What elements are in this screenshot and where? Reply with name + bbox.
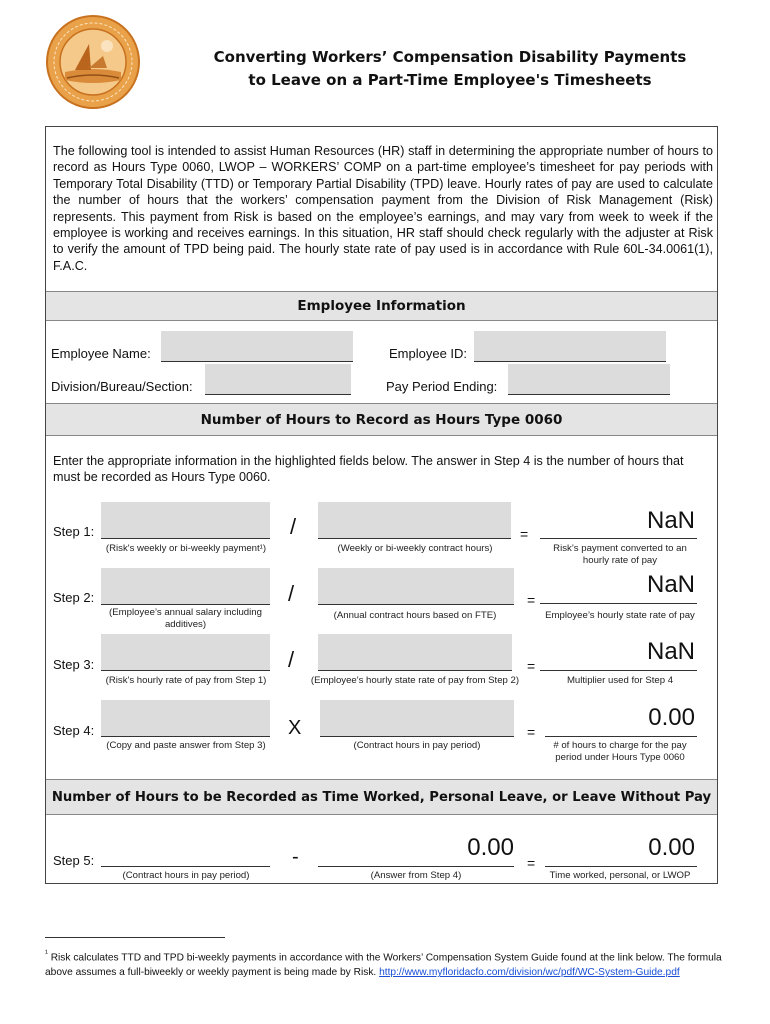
- step-5-b-hint: (Answer from Step 4): [370, 870, 462, 881]
- title-line-2: to Leave on a Part-Time Employee's Timesheets: [248, 71, 652, 89]
- step-4-label: Step 4:: [53, 723, 95, 738]
- step-5-result: 0.00: [648, 834, 695, 861]
- step-3-state-rate-field[interactable]: [318, 634, 512, 671]
- step-3-a-underline: [101, 670, 270, 671]
- footnote-text: Risk calculates TTD and TPD bi-weekly payments in accordance with the Workers’ Compensation System Guide found at the link below. The formula above assumes a full-biweekly or weekly payment is being made by Risk.: [45, 952, 722, 979]
- footnote-mark: ¹: [45, 948, 48, 958]
- employee-id-field[interactable]: [474, 331, 666, 362]
- step-1-contract-hours-field[interactable]: [318, 502, 511, 539]
- footnote: [45, 946, 725, 980]
- step-4-result-hint: # of hours to charge for the pay period under Hours Type 0060: [553, 740, 687, 763]
- step-2-a-hint: (Employee’s annual salary including additives): [109, 607, 262, 630]
- step-3-result-underline: [540, 670, 697, 671]
- system-guide-link[interactable]: http://www.myfloridacfo.com/division/wc/pdf/WC-System-Guide.pdf: [379, 967, 680, 979]
- step-3-a-hint: (Risk's hourly rate of pay from Step 1): [105, 675, 267, 686]
- step-1-b-hint: (Weekly or bi-weekly contract hours): [337, 543, 493, 554]
- step-2-annual-salary-field[interactable]: [101, 568, 270, 605]
- employee-name-field[interactable]: [161, 331, 353, 362]
- pay-period-field[interactable]: [508, 364, 670, 395]
- page-title: [150, 46, 750, 92]
- title-line-1: Converting Workers’ Compensation Disability Payments: [213, 48, 687, 66]
- step-5-contract-hours-field[interactable]: [101, 832, 270, 867]
- step-5-result-underline: [545, 866, 697, 867]
- step-3-result-hint: Multiplier used for Step 4: [566, 675, 674, 686]
- step-2-annual-hours-field[interactable]: [318, 568, 514, 605]
- division-label: Division/Bureau/Section:: [51, 379, 193, 394]
- step-1-equals: =: [520, 526, 529, 542]
- step-2-b-underline: [318, 604, 514, 605]
- step-3-equals: =: [527, 658, 536, 674]
- employee-id-label: Employee ID:: [389, 346, 468, 361]
- step-2-equals: =: [527, 592, 536, 608]
- step-3-operator: /: [288, 647, 295, 672]
- step-4-result-underline: [545, 736, 697, 737]
- step-1-result-underline: [540, 538, 697, 539]
- hours-0060-heading: Number of Hours to Record as Hours Type 0060: [46, 403, 717, 436]
- step-2-label: Step 2:: [53, 590, 95, 605]
- step-5-operator: -: [292, 846, 299, 868]
- employee-name-label: Employee Name:: [51, 346, 151, 361]
- step-4-b-underline: [320, 736, 514, 737]
- division-field[interactable]: [205, 364, 351, 395]
- hours-0060-instructions: Enter the appropriate information in the highlighted fields below. The answer in Step 4 is the number of hours that must be recorded as Hours Type 0060.: [53, 454, 684, 485]
- step-2-result: NaN: [646, 571, 695, 598]
- step-3-label: Step 3:: [53, 657, 95, 672]
- step-1-label: Step 1:: [53, 524, 95, 539]
- step-1-a-hint: (Risk's weekly or bi-weekly payment¹): [105, 543, 267, 554]
- employee-info-heading: Employee Information: [46, 291, 717, 321]
- step-2-a-underline: [101, 604, 270, 605]
- employee-name-underline: [161, 361, 353, 362]
- step-2-result-hint: Employee’s hourly state rate of pay: [545, 610, 695, 621]
- step-1-risk-payment-field[interactable]: [101, 502, 270, 539]
- step-4-equals: =: [527, 724, 536, 740]
- division-underline: [205, 394, 351, 395]
- step-5-result-hint: Time worked, personal, or LWOP: [549, 870, 691, 881]
- florida-seal-logo: [45, 14, 141, 110]
- step-4-result: 0.00: [648, 704, 695, 731]
- hours-worked-heading: Number of Hours to be Recorded as Time Worked, Personal Leave, or Leave Without Pay: [46, 779, 717, 815]
- step-3-b-hint: (Employee's hourly state rate of pay from Step 2): [310, 675, 520, 686]
- step-5-a-underline: [101, 866, 270, 867]
- step-1-result: NaN: [646, 507, 695, 534]
- step-4-b-hint: (Contract hours in pay period): [353, 740, 481, 751]
- step-5-a-hint: (Contract hours in pay period): [122, 870, 250, 881]
- step-5-step4-answer: 0.00: [467, 834, 514, 861]
- step-4-a-underline: [101, 736, 270, 737]
- step-5-label: Step 5:: [53, 853, 95, 868]
- step-4-contract-hours-field[interactable]: [320, 700, 514, 737]
- step-5-equals: =: [527, 855, 536, 871]
- employee-id-underline: [474, 361, 666, 362]
- pay-period-label: Pay Period Ending:: [386, 379, 498, 394]
- intro-paragraph: The following tool is intended to assist Human Resources (HR) staff in determining the appropriate number of hours to record as Hours Type 0060, LWOP – WORKERS’ COMP on a part-time employee’s timesheet for pay periods with Temporary Total Disability (TTD) or Temporary Partial Disability (TPD) leave. Hourly rates of pay are used to calculate the number of hours that the workers’ compensation payment from the Division of Risk Management (Risk) represents. This payment from Risk is based on the employee’s earnings, and may vary from week to week if the employee is working and receives earnings. In this situation, HR staff should check regularly with the adjuster at Risk to verify the amount of TPD being paid. The hourly state rate of pay used is in accordance with Rule 60L-34.0061(1), F.A.C.: [53, 144, 713, 273]
- pay-period-underline: [508, 394, 670, 395]
- step-4-operator: X: [288, 717, 302, 739]
- step-5-b-underline: [318, 866, 514, 867]
- step-4-multiplier-field[interactable]: [101, 700, 270, 737]
- step-1-a-underline: [101, 538, 270, 539]
- step-4-a-hint: (Copy and paste answer from Step 3): [106, 740, 266, 751]
- step-3-result: NaN: [646, 638, 695, 665]
- step-1-result-hint: Risk’s payment converted to an hourly rate of pay: [553, 543, 687, 566]
- footnote-divider: [45, 937, 225, 938]
- step-2-operator: /: [288, 581, 295, 606]
- step-1-b-underline: [318, 538, 511, 539]
- step-3-b-underline: [318, 670, 512, 671]
- step-3-risk-hourly-field[interactable]: [101, 634, 270, 671]
- step-2-result-underline: [540, 603, 697, 604]
- step-2-b-hint: (Annual contract hours based on FTE): [333, 610, 497, 621]
- step-1-operator: /: [290, 514, 297, 539]
